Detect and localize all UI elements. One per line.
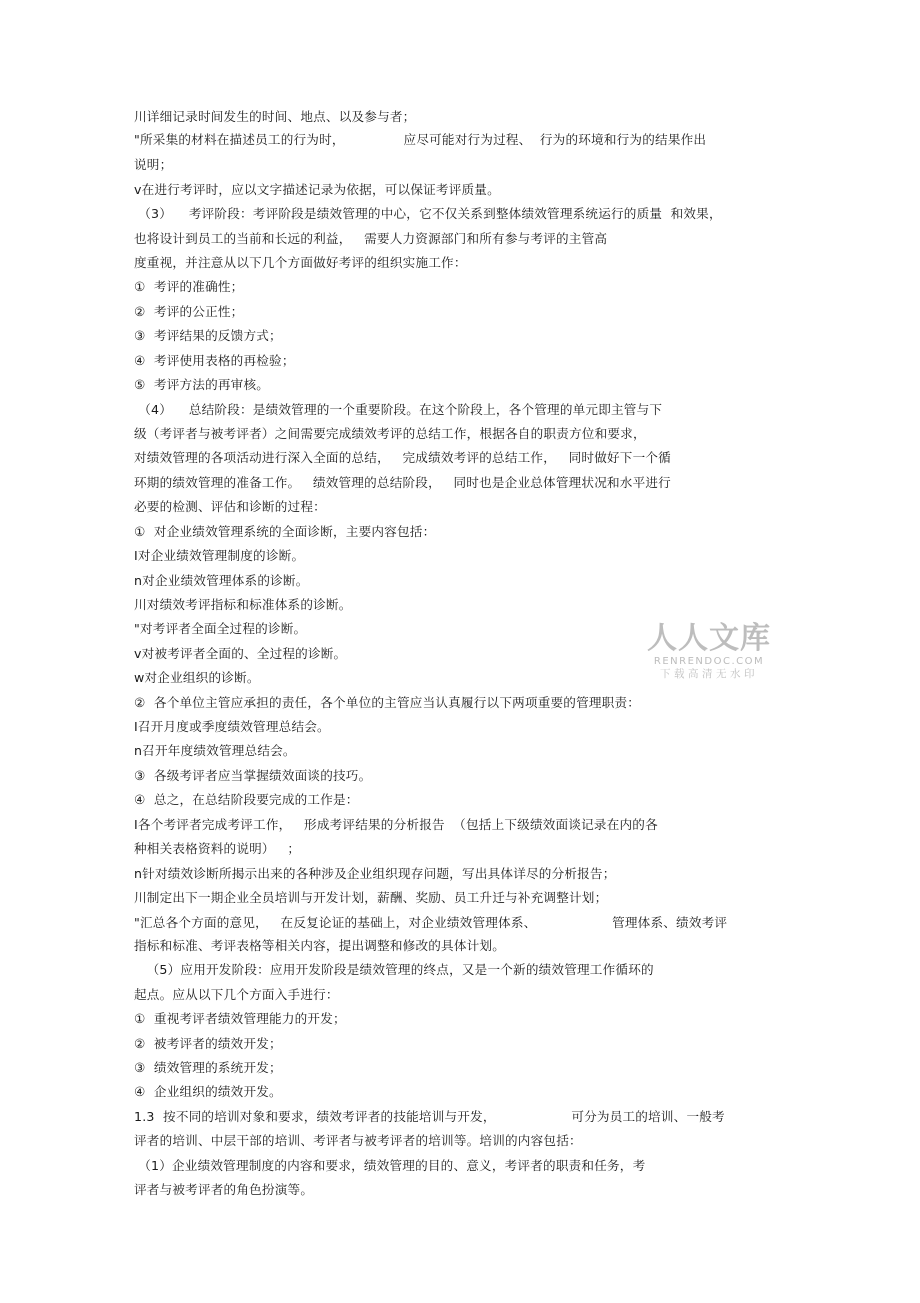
text-line: I对企业绩效管理制度的诊断。 [134,548,305,563]
text-line: v在进行考评时，应以文字描述记录为依据，可以保证考评质量。 [134,182,500,197]
text-line: 1.3 按不同的培训对象和要求，绩效考评者的技能培训与开发， 可分为员工的培训、一般考 [134,1109,725,1124]
text-line: 川制定出下一期企业全员培训与开发计划，薪酬、奖励、员工升迁与补充调整计划； [134,890,608,905]
text-line: ③ 考评结果的反馈方式； [134,328,282,343]
watermark-url: RENRENDOC.COM [653,656,765,667]
text-line: ② 考评的公正性； [134,304,244,319]
text-line: 环期的绩效管理的准备工作。 绩效管理的总结阶段， 同时也是企业总体管理状况和水平进行 [134,475,671,490]
text-line: ② 各个单位主管应承担的责任，各个单位的主管应当认真履行以下两项重要的管理职责： [134,695,641,710]
text-line: n对企业绩效管理体系的诊断。 [134,573,309,588]
text-line: ④ 总之，在总结阶段要完成的工作是： [134,792,359,807]
text-line: 评者的培训、中层干部的培训、考评者与被考评者的培训等。培训的内容包括： [134,1133,582,1148]
text-line: ⑤ 考评方法的再审核。 [134,377,270,392]
text-line: ① 对企业绩效管理系统的全面诊断，主要内容包括： [134,524,436,539]
watermark-title: 人人文库 [647,621,771,656]
text-line: ③ 各级考评者应当掌握绩效面谈的技巧。 [134,768,372,783]
text-line: 必要的检测、评估和诊断的过程： [134,499,326,514]
text-line: 川详细记录时间发生的时间、地点、以及参与者； [134,109,416,124]
text-line: ① 考评的准确性； [134,279,244,294]
text-line: I各个考评者完成考评工作， 形成考评结果的分析报告 （包括上下级绩效面谈记录在内的各 [134,817,658,832]
text-line: w对企业组织的诊断。 [134,670,260,685]
text-line: ④ 考评使用表格的再检验； [134,353,295,368]
text-line: ③ 绩效管理的系统开发； [134,1060,282,1075]
text-line: 评者与被考评者的角色扮演等。 [134,1182,314,1197]
text-line: 指标和标准、考评表格等相关内容，提出调整和修改的具体计划。 [134,938,506,953]
text-line: 说明； [134,157,173,172]
text-line: ④ 企业组织的绩效开发。 [134,1084,282,1099]
text-line: n针对绩效诊断所揭示出来的各种涉及企业组织现存问题，写出具体详尽的分析报告； [134,866,616,881]
text-line: "汇总各个方面的意见， 在反复论证的基础上，对企业绩效管理体系、 管理体系、绩效考评 [134,915,728,930]
text-line: （3） 考评阶段：考评阶段是绩效管理的中心，它不仅关系到整体绩效管理系统运行的质量 和效果， [134,206,722,221]
text-line: （4） 总结阶段：是绩效管理的一个重要阶段。在这个阶段上，各个管理的单元即主管与下 [134,402,663,417]
text-line: （5）应用开发阶段：应用开发阶段是绩效管理的终点，又是一个新的绩效管理工作循环的 [134,962,654,977]
text-line: 种相关表格资料的说明） ； [134,841,301,856]
text-line: 级（考评者与被考评者）之间需要完成绩效考评的总结工作，根据各自的职责方位和要求， [134,426,646,441]
watermark-subtitle: 下载高清无水印 [660,668,758,680]
text-line: 起点。应从以下几个方面入手进行： [134,987,339,1002]
text-line: 川对绩效考评指标和标准体系的诊断。 [134,597,352,612]
text-line: "对考评者全面全过程的诊断。 [134,621,307,636]
text-line: （1）企业绩效管理制度的内容和要求，绩效管理的目的、意义，考评者的职责和任务，考 [134,1158,646,1173]
text-line: 对绩效管理的各项活动进行深入全面的总结， 完成绩效考评的总结工作， 同时做好下一个循 [134,450,671,465]
text-line: n召开年度绩效管理总结会。 [134,743,296,758]
text-line: ① 重视考评者绩效管理能力的开发； [134,1011,346,1026]
text-line: v对被考评者全面的、全过程的诊断。 [134,646,347,661]
text-line: I召开月度或季度绩效管理总结会。 [134,719,330,734]
text-line: ② 被考评者的绩效开发； [134,1036,282,1051]
text-line: "所采集的材料在描述员工的行为时， 应尽可能对行为过程、 行为的环境和行为的结果作出 [134,132,707,147]
text-line: 也将设计到员工的当前和长远的利益， 需要人力资源部门和所有参与考评的主管高 [134,231,608,246]
watermark-logo [636,622,782,681]
text-line: 度重视，并注意从以下几个方面做好考评的组织实施工作： [134,255,467,270]
